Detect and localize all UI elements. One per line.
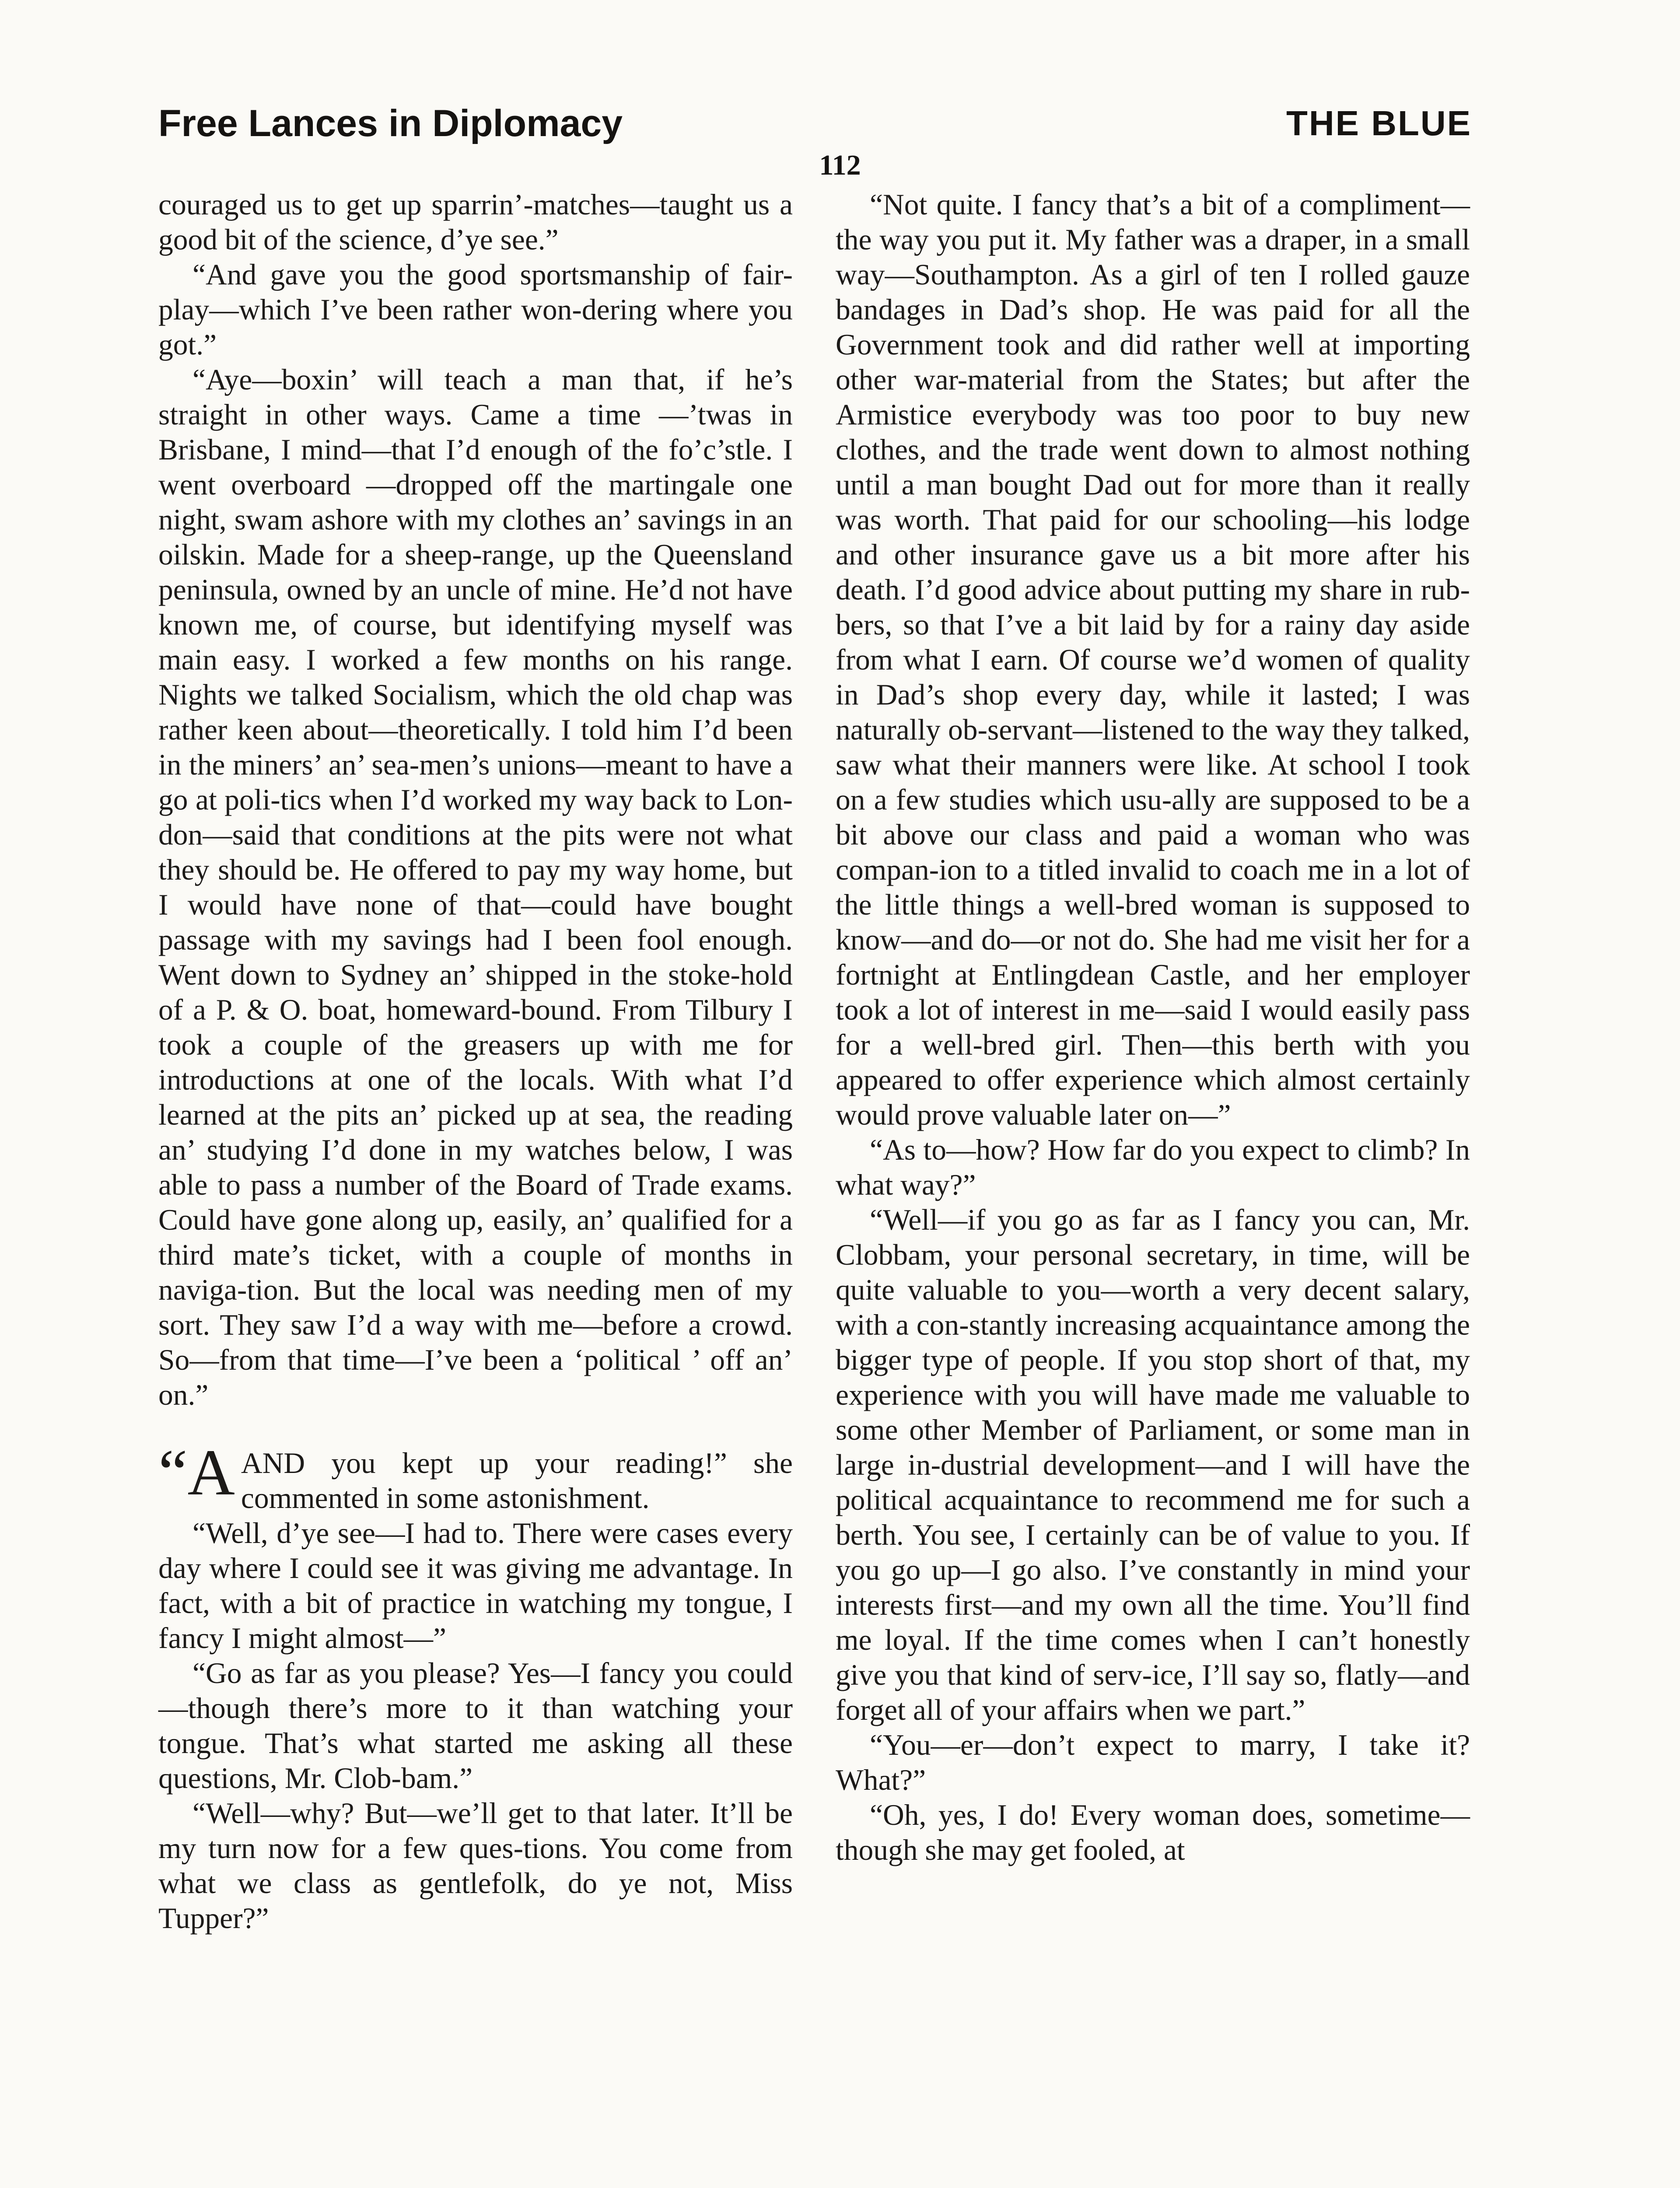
paragraph: “Well—why? But—we’ll get to that later. It’ll be my turn now for a few ques-tions. You come from what we class as gentlefolk, do ye not, Miss Tupper?” [158, 1797, 793, 1935]
paragraph: “Well, d’ye see—I had to. There were cases every day where I could see it was giving me advantage. In fact, with a bit of practice in watching my tongue, I fancy I might almost—” [158, 1517, 793, 1655]
story-title: Free Lances in Diplomacy [158, 102, 623, 144]
page-number: 112 [819, 149, 861, 181]
paragraph: “Well—if you go as far as I fancy you can, Mr. Clobbam, your personal secretary, in time, will be quite valuable to you—worth a very decent salary, with a con-stantly increasing acquaintance among the bigger type of people. If you stop short of that, my experience with you will have made me valuable to some other Member of Parliament, or some man in large in-dustrial development—and I will have the political acquaintance to recommend me for such a berth. You see, I certainly can be of value to you. If you go up—I go also. I’ve constantly in mind your interests first—and my own all the time. You’ll find me loyal. If the time comes when I can’t honestly give you that kind of serv-ice, I’ll say so, flatly—and forget all of your affairs when we part.” [836, 1203, 1470, 1726]
drop-cap: “A [158, 1436, 235, 1509]
paragraph: “Go as far as you please? Yes—I fancy you could—though there’s more to it than watching your tongue. That’s what started me asking all these questions, Mr. Clob-bam.” [158, 1657, 793, 1795]
paragraph: “And gave you the good sportsmanship of fair-play—which I’ve been rather won-dering where you got.” [158, 258, 793, 361]
left-column [158, 187, 793, 1936]
right-column [836, 187, 1470, 1868]
magazine-name: THE BLUE [1286, 104, 1472, 143]
paragraph: “Aye—boxin’ will teach a man that, if he’s straight in other ways. Came a time —’twas in Brisbane, I mind—that I’d enough of the fo’c’stle. I went overboard —dropped off the martingale one night, swam ashore with my clothes an’ savings in an oilskin. Made for a sheep-range, up the Queensland peninsula, owned by an uncle of mine. He’d not have known me, of course, but identifying myself was main easy. I worked a few months on his range. Nights we talked Socialism, which the old chap was rather keen about—theoretically. I told him I’d been in the miners’ an’ sea-men’s unions—meant to have a go at poli-tics when I’d worked my way back to Lon-don—said that conditions at the pits were not what they should be. He offered to pay my way home, but I would have none of that—could have bought passage with my savings had I been fool enough. Went down to Sydney an’ shipped in the stoke-hold of a P. & O. boat, homeward-bound. From Tilbury I took a couple of the greasers up with me for introductions at one of the locals. With what I’d learned at the pits an’ picked up at sea, the reading an’ studying I’d done in my watches below, I was able to pass a number of the Board of Trade exams. Could have gone along up, easily, an’ qualified for a third mate’s ticket, with a couple of months in naviga-tion. But the local was needing men of my sort. They saw I’d a way with me—before a crowd. So—from that time—I’ve been a ‘political ’ off an’ on.” [158, 363, 793, 1411]
paragraph: “You—er—don’t expect to marry, I take it? What?” [836, 1729, 1470, 1796]
section-opening-paragraph [158, 1436, 793, 1516]
paragraph: couraged us to get up sparrin’-matches—taught us a good bit of the science, d’ye see.” [158, 188, 793, 256]
paragraph: “Oh, yes, I do! Every woman does, sometime—though she may get fooled, at [836, 1799, 1470, 1866]
paragraph: “Not quite. I fancy that’s a bit of a compliment—the way you put it. My father was a draper, in a small way—Southampton. As a girl of ten I rolled gauze bandages in Dad’s shop. He was paid for all the Government took and did rather well at importing other war-material from the States; but after the Armistice everybody was too poor to buy new clothes, and the trade went down to almost nothing until a man bought Dad out for more than it really was worth. That paid for our schooling—his lodge and other insurance gave us a bit more after his death. I’d good advice about putting my share in rub-bers, so that I’ve a bit laid by for a rainy day aside from what I earn. Of course we’d women of quality in Dad’s shop every day, while it lasted; I was naturally ob-servant—listened to the way they talked, saw what their manners were like. At school I took on a few studies which usu-ally are supposed to be a bit above our class and paid a woman who was compan-ion to a titled invalid to coach me in a lot of the little things a well-bred woman is supposed to know—and do—or not do. She had me visit her for a fortnight at Entlingdean Castle, and her employer took a lot of interest in me—said I would easily pass for a well-bred girl. Then—this berth with you appeared to offer experience which almost certainly would prove valuable later on—” [836, 188, 1470, 1131]
paragraph: “As to—how? How far do you expect to climb? In what way?” [836, 1133, 1470, 1201]
paragraph-text: AND you kept up your reading!” she commented in some astonishment. [241, 1447, 793, 1515]
